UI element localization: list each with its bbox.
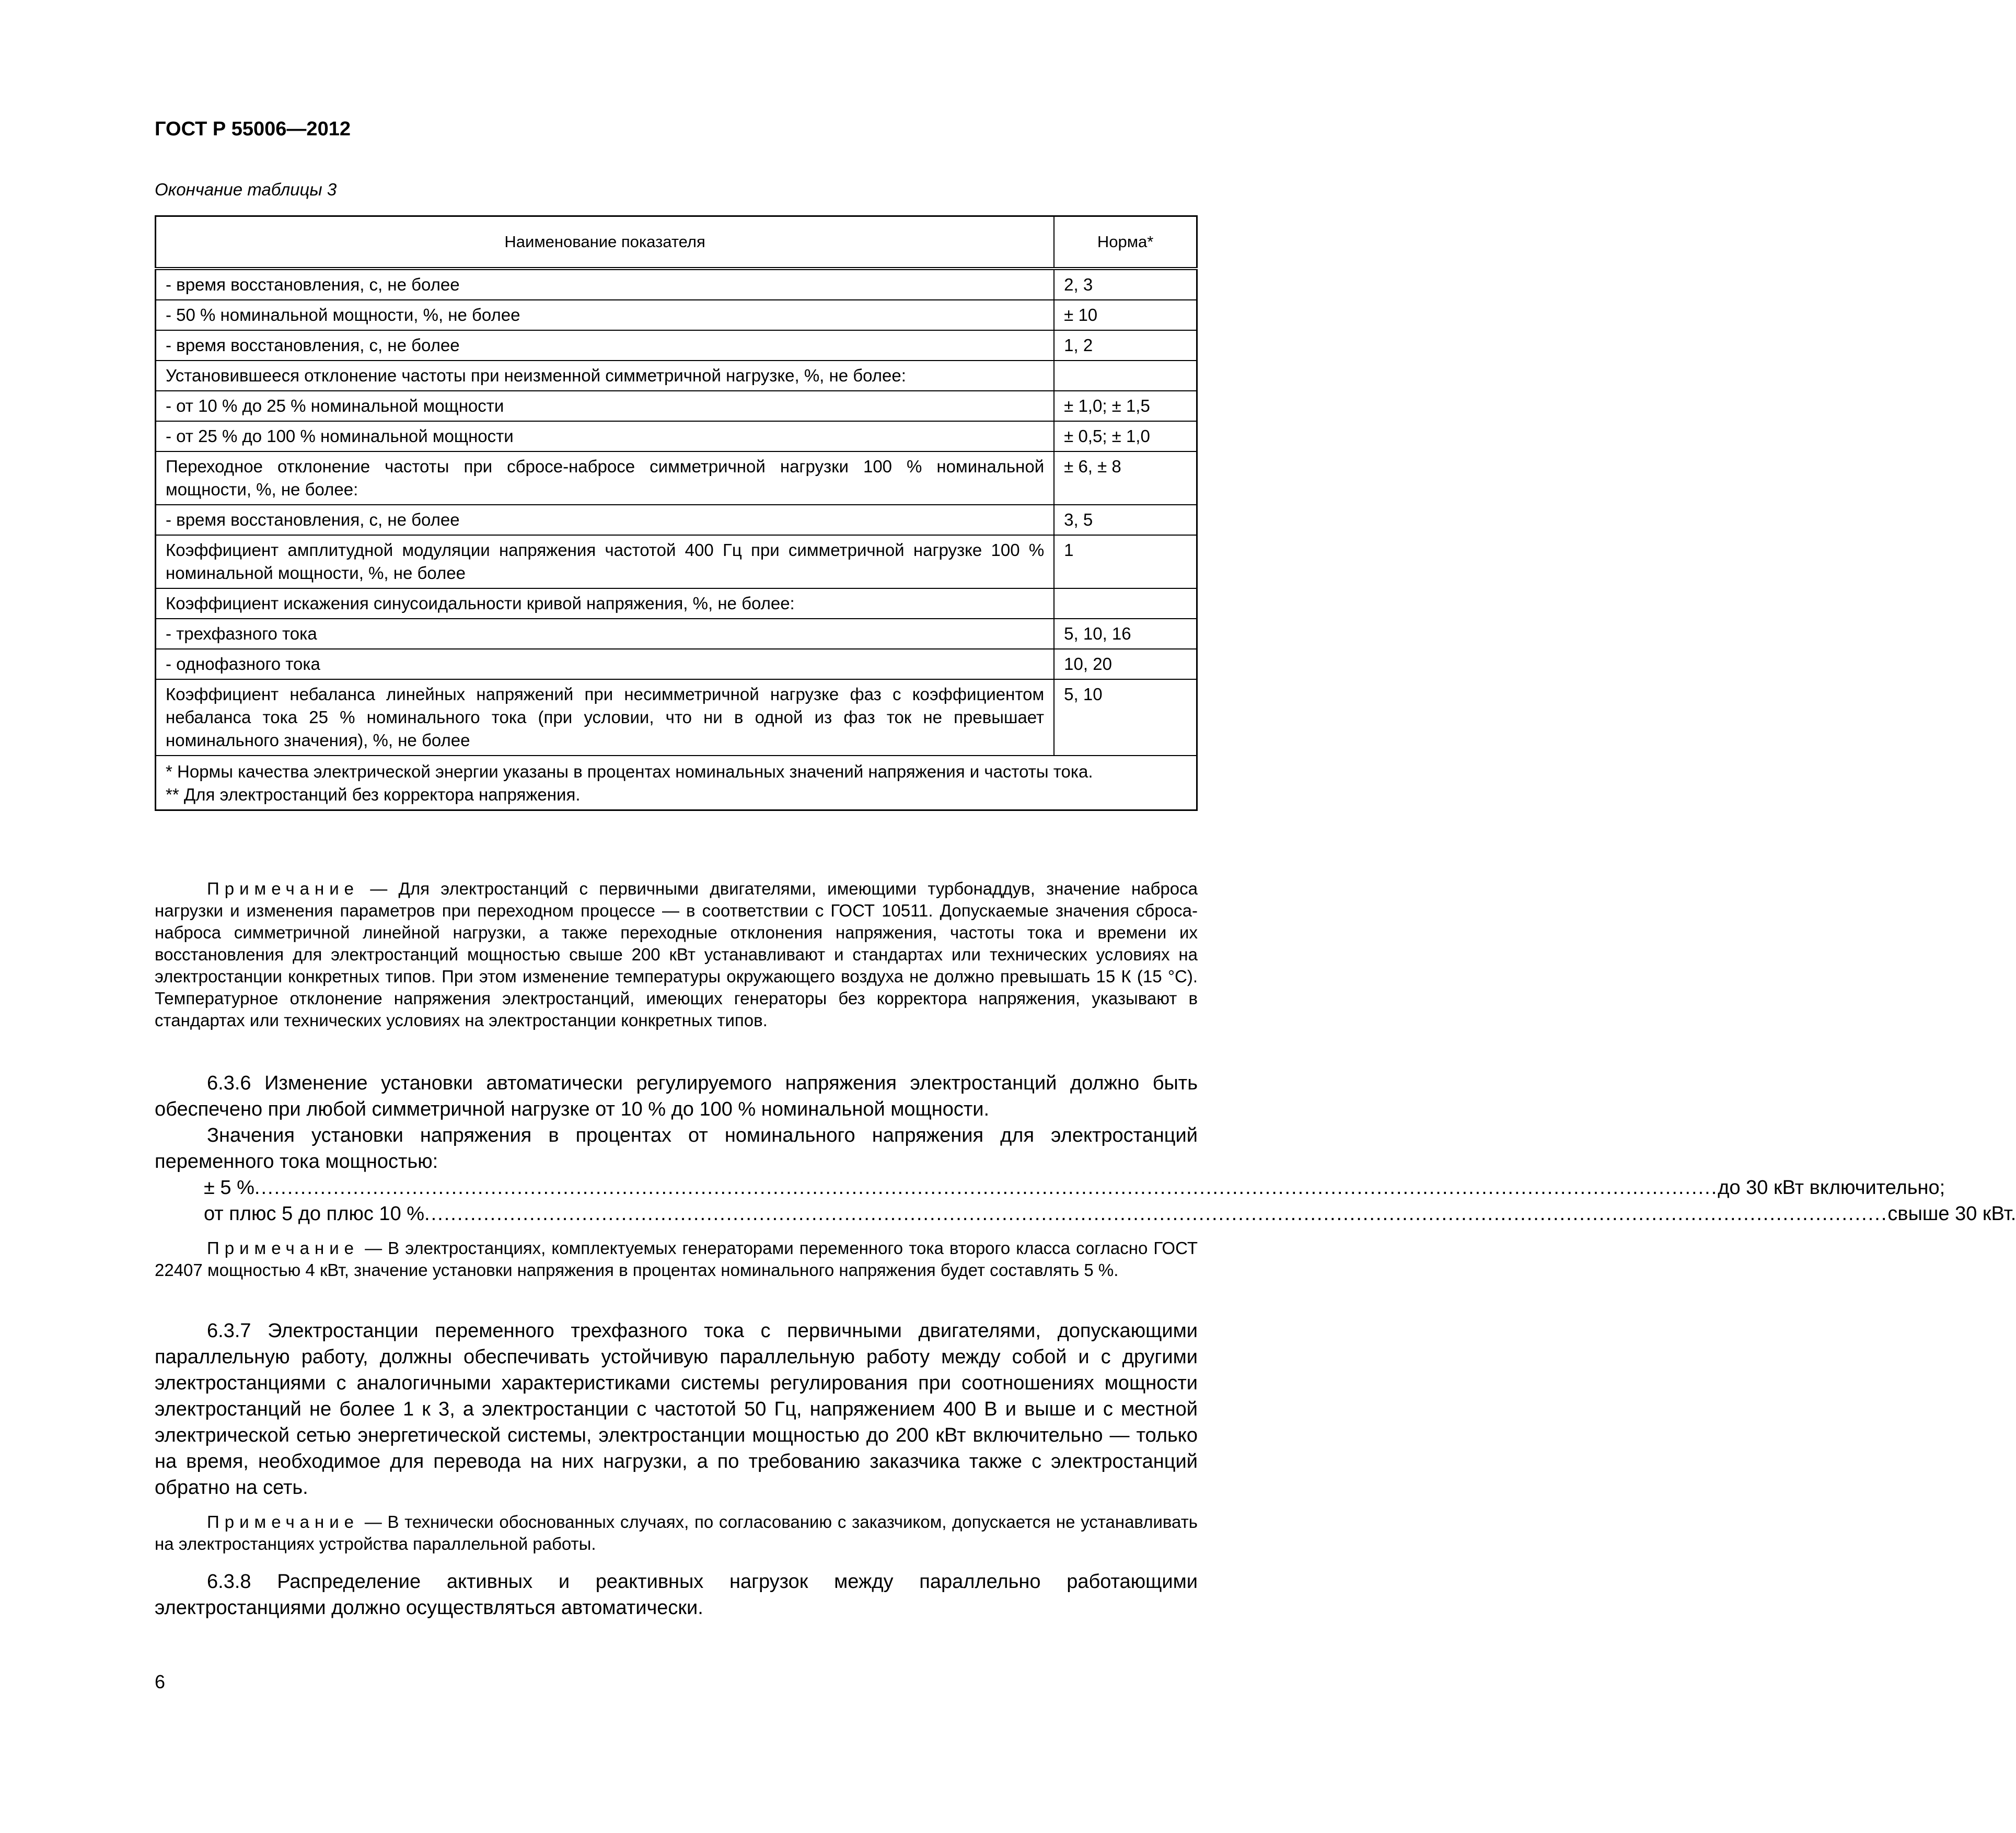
- table-row: [156, 269, 1197, 300]
- table-row: [156, 391, 1197, 421]
- norms-table: [155, 215, 1198, 811]
- note-text: — В электростанциях, комплектуемых генераторами переменного тока второго класса согласно ГОСТ 22407 мощностью 4 кВт, значение установки напряжения в процентах номинального напряжения будет составлять 5 %.: [155, 1238, 1198, 1280]
- table-caption: Окончание таблицы 3: [155, 180, 337, 199]
- voltage-item: [204, 1201, 2016, 1227]
- row-name: Коэффициент искажения синусоидальности кривой напряжения, %, не более:: [156, 588, 1055, 619]
- item-left: от плюс 5 до плюс 10 %: [204, 1203, 425, 1225]
- note-1: [155, 878, 1198, 1031]
- table-row: [156, 361, 1197, 391]
- note-text: — В технически обоснованных случаях, по согласованию с заказчиком, допускается не устанавливать на электростанциях устройства параллельной работы.: [155, 1512, 1198, 1553]
- table-row: [156, 619, 1197, 649]
- table-footnote-row: [156, 756, 1197, 810]
- row-name: - от 25 % до 100 % номинальной мощности: [156, 421, 1055, 451]
- dot-leader: ...............................................................................................................................................................................................................................: [254, 1177, 1718, 1199]
- note-label: Примечание: [207, 879, 360, 898]
- paragraph-6-3-8: 6.3.8 Распределение активных и реактивных нагрузок между параллельно работающими электростанциями должно осуществляться автоматически.: [155, 1571, 1198, 1619]
- table-row: [156, 679, 1197, 756]
- row-name: - от 10 % до 25 % номинальной мощности: [156, 391, 1055, 421]
- note-text: — Для электростанций с первичными двигателями, имеющими турбонаддув, значение наброса нагрузки и изменения параметров при переходном процессе — в соответствии с ГОСТ 10511. Допускаемые значения сброса-наброса симметричной линейной нагрузки, а также переходные отклонения напряжения, частоты тока и времени их восстановления для электростанций мощностью свыше 200 кВт устанавливают и стандартах или технических условиях на электростанции конкретных типов. При этом изменение температуры окружающего воздуха не должно превышать 15 К (15 °С). Температурное отклонение напряжения электростанций, имеющих генераторы без корректора напряжения, указывают в стандартах или технических условиях на электростанции конкретных типов.: [155, 879, 1198, 1030]
- item-left: ± 5 %: [204, 1177, 254, 1199]
- table-row: [156, 451, 1197, 505]
- item-right: свыше 30 кВт.: [1887, 1203, 2016, 1225]
- row-name: Установившееся отклонение частоты при неизменной симметричной нагрузке, %, не более:: [156, 361, 1055, 391]
- row-norm: 3, 5: [1054, 505, 1197, 535]
- page-number: 6: [155, 1671, 166, 1692]
- row-norm: 5, 10, 16: [1054, 619, 1197, 649]
- row-name: - 50 % номинальной мощности, %, не более: [156, 300, 1055, 330]
- voltage-item: [204, 1175, 1945, 1201]
- row-norm: ± 6, ± 8: [1054, 451, 1197, 505]
- table-row: [156, 649, 1197, 679]
- table-row: [156, 421, 1197, 451]
- footnote-1: * Нормы качества электрической энергии указаны в процентах номинальных значений напряжения и частоты тока.: [166, 762, 1093, 781]
- row-name: Коэффициент небаланса линейных напряжений при несимметричной нагрузке фаз с коэффициентом небаланса тока 25 % номинального тока (при условии, что ни в одной из фаз ток не превышает номинального значения), %, не более: [156, 679, 1055, 756]
- row-name: Коэффициент амплитудной модуляции напряжения частотой 400 Гц при симметричной нагрузке 100 % номинальной мощности, %, не более: [156, 535, 1055, 588]
- note-2: [155, 1237, 1198, 1281]
- document-header: ГОСТ Р 55006—2012: [155, 118, 351, 140]
- note-3: [155, 1511, 1198, 1555]
- row-name: - время восстановления, с, не более: [156, 330, 1055, 361]
- row-name: Переходное отклонение частоты при сбросе-набросе симметричной нагрузки 100 % номинальной мощности, %, не более:: [156, 451, 1055, 505]
- item-right: до 30 кВт включительно;: [1718, 1177, 1945, 1199]
- row-name: - время восстановления, с, не более: [156, 505, 1055, 535]
- dot-leader: ...............................................................................................................................................................................................................................: [424, 1203, 1888, 1225]
- row-name: - время восстановления, с, не более: [156, 269, 1055, 300]
- row-norm: 2, 3: [1054, 269, 1197, 300]
- row-norm: 1, 2: [1054, 330, 1197, 361]
- table-row: [156, 505, 1197, 535]
- paragraph-6-3-6: 6.3.6 Изменение установки автоматически регулируемого напряжения электростанций должно быть обеспечено при любой симметричной нагрузке от 10 % до 100 % номинальной мощности.: [155, 1072, 1198, 1120]
- table-row: [156, 588, 1197, 619]
- row-norm: ± 10: [1054, 300, 1197, 330]
- paragraph-6-3-6-values: Значения установки напряжения в процентах от номинального напряжения для электростанций переменного тока мощностью:: [155, 1124, 1198, 1173]
- row-name: - трехфазного тока: [156, 619, 1055, 649]
- table-row: [156, 535, 1197, 588]
- row-norm: ± 0,5; ± 1,0: [1054, 421, 1197, 451]
- row-norm: [1054, 588, 1197, 619]
- row-norm: 5, 10: [1054, 679, 1197, 756]
- row-name: - однофазного тока: [156, 649, 1055, 679]
- note-label: Примечание: [207, 1238, 360, 1258]
- row-norm: ± 1,0; ± 1,5: [1054, 391, 1197, 421]
- table-row: [156, 330, 1197, 361]
- table-header-row: [156, 216, 1197, 269]
- row-norm: [1054, 361, 1197, 391]
- row-norm: 1: [1054, 535, 1197, 588]
- paragraph-6-3-7: 6.3.7 Электростанции переменного трехфазного тока с первичными двигателями, допускающими параллельную работу, должны обеспечивать устойчивую параллельную работу между собой и с другими электростанциями с аналогичными характеристиками системы регулирования при соотношениях мощности электростанций не более 1 к 3, а электростанции с частотой 50 Гц, напряжением 400 В и выше и с местной электрической сетью энергетической системы, электростанции мощностью до 200 кВт включительно — только на время, необходимое для перевода на них нагрузки, а по требованию заказчика также с электростанций обратно на сеть.: [155, 1320, 1198, 1499]
- col-header-norm: Норма*: [1054, 216, 1197, 269]
- table-row: [156, 300, 1197, 330]
- col-header-name: Наименование показателя: [156, 216, 1055, 269]
- table-footnotes: [156, 756, 1197, 810]
- note-label: Примечание: [207, 1512, 360, 1532]
- footnote-2: ** Для электростанций без корректора напряжения.: [166, 785, 581, 804]
- row-norm: 10, 20: [1054, 649, 1197, 679]
